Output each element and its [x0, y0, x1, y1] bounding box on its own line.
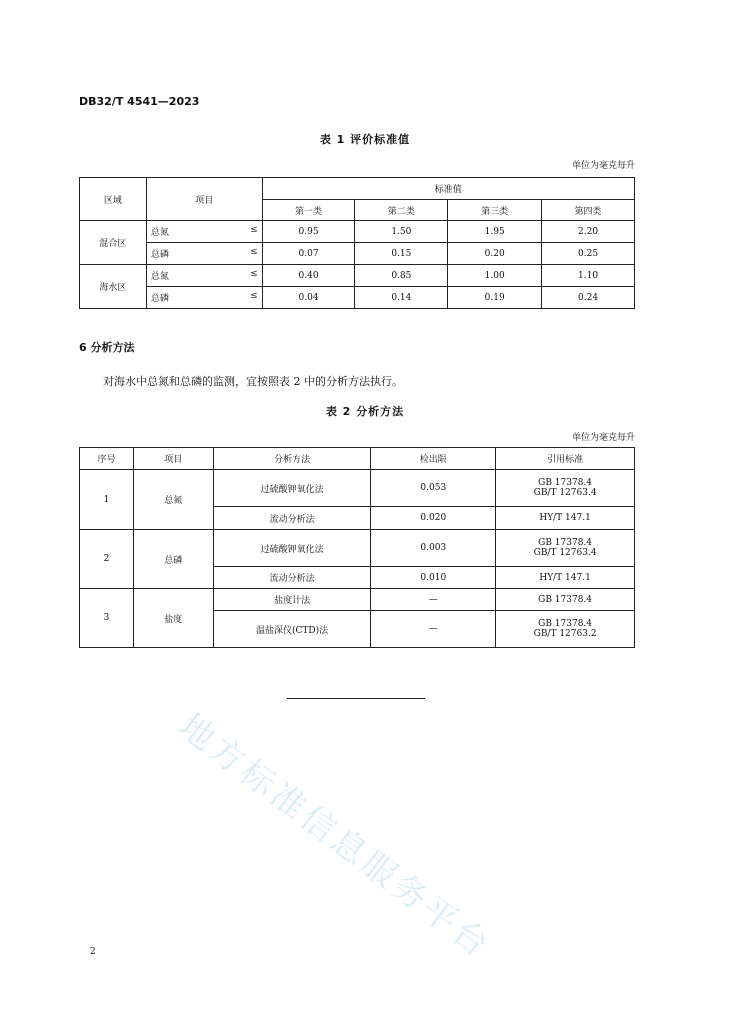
item-label: 总磷	[150, 294, 169, 304]
method-cell: 流动分析法	[213, 567, 371, 589]
item-cell	[146, 221, 262, 243]
table-row	[80, 530, 635, 567]
le-symbol: ≤	[250, 247, 258, 257]
limit-cell: —	[371, 611, 496, 648]
standard-line: GB/T 12763.4	[533, 548, 597, 558]
region-cell: 混合区	[80, 221, 147, 265]
header-detection-limit: 检出限	[371, 448, 496, 470]
table-row	[80, 470, 635, 507]
method-cell: 过硫酸钾氧化法	[213, 470, 371, 507]
table2-unit: 单位为毫克每升	[571, 433, 635, 443]
header-class-3: 第三类	[448, 200, 542, 221]
standard-cell: GB 17378.4	[496, 589, 635, 611]
item-cell: 盐度	[133, 589, 213, 648]
value-cell: 0.15	[355, 243, 448, 265]
value-cell: 0.95	[262, 221, 355, 243]
standard-cell	[496, 611, 635, 648]
value-cell: 0.07	[262, 243, 355, 265]
item-label: 总氮	[150, 228, 169, 238]
limit-cell: 0.053	[371, 470, 496, 507]
le-symbol: ≤	[250, 269, 258, 279]
le-symbol: ≤	[250, 291, 258, 301]
item-label: 总磷	[150, 250, 169, 260]
table2-title: 表 2 分析方法	[325, 405, 405, 418]
limit-cell: 0.010	[371, 567, 496, 589]
header-class-1: 第一类	[262, 200, 355, 221]
evaluation-standard-table	[79, 177, 635, 309]
header-serial: 序号	[80, 448, 134, 470]
header-standard-value: 标准值	[262, 178, 634, 200]
page-number: 2	[90, 947, 96, 957]
standard-cell: HY/T 147.1	[496, 567, 635, 589]
limit-cell: 0.020	[371, 507, 496, 530]
standard-cell	[496, 530, 635, 567]
limit-cell: —	[371, 589, 496, 611]
item-cell	[146, 265, 262, 287]
method-cell: 盐度计法	[213, 589, 371, 611]
table-row	[80, 243, 635, 265]
table1-title: 表 1 评价标准值	[319, 133, 411, 146]
watermark: 地方标准信息服务平台	[171, 706, 499, 968]
item-cell	[146, 287, 262, 309]
header-item: 项目	[146, 178, 262, 221]
value-cell: 1.95	[448, 221, 542, 243]
region-cell: 海水区	[80, 265, 147, 309]
table-row	[80, 265, 635, 287]
value-cell: 2.20	[542, 221, 635, 243]
value-cell: 0.24	[542, 287, 635, 309]
value-cell: 0.14	[355, 287, 448, 309]
value-cell: 0.19	[448, 287, 542, 309]
header-reference-standard: 引用标准	[496, 448, 635, 470]
method-cell: 温盐深仪(CTD)法	[213, 611, 371, 648]
method-cell: 流动分析法	[213, 507, 371, 530]
item-cell: 总磷	[133, 530, 213, 589]
header-item: 项目	[133, 448, 213, 470]
document-code: DB32/T 4541—2023	[79, 95, 200, 108]
value-cell: 0.40	[262, 265, 355, 287]
value-cell: 0.85	[355, 265, 448, 287]
table-row	[80, 589, 635, 611]
table-row	[80, 221, 635, 243]
item-label: 总氮	[150, 272, 169, 282]
serial-cell: 3	[80, 589, 134, 648]
standard-line: GB/T 12763.2	[533, 629, 597, 639]
serial-cell: 2	[80, 530, 134, 589]
value-cell: 1.00	[448, 265, 542, 287]
value-cell: 1.10	[542, 265, 635, 287]
method-cell: 过硫酸钾氧化法	[213, 530, 371, 567]
analysis-method-table	[79, 447, 635, 648]
item-cell: 总氮	[133, 470, 213, 530]
value-cell: 0.04	[262, 287, 355, 309]
body-paragraph: 对海水中总氮和总磷的监测，宜按照表 2 中的分析方法执行。	[103, 375, 403, 388]
table-row	[80, 287, 635, 309]
standard-cell: HY/T 147.1	[496, 507, 635, 530]
table1-unit: 单位为毫克每升	[571, 161, 635, 171]
standard-line: GB/T 12763.4	[533, 488, 597, 498]
header-class-4: 第四类	[542, 200, 635, 221]
standard-line: GB 17378.4	[538, 478, 593, 488]
header-region: 区域	[80, 178, 147, 221]
header-class-2: 第二类	[355, 200, 448, 221]
value-cell: 0.20	[448, 243, 542, 265]
le-symbol: ≤	[250, 225, 258, 235]
section-heading: 6 分析方法	[79, 341, 135, 354]
value-cell: 1.50	[355, 221, 448, 243]
serial-cell: 1	[80, 470, 134, 530]
limit-cell: 0.003	[371, 530, 496, 567]
standard-cell	[496, 470, 635, 507]
header-method: 分析方法	[213, 448, 371, 470]
item-cell	[146, 243, 262, 265]
standard-line: GB 17378.4	[538, 538, 593, 548]
value-cell: 0.25	[542, 243, 635, 265]
end-rule	[287, 698, 425, 699]
standard-line: GB 17378.4	[538, 619, 593, 629]
